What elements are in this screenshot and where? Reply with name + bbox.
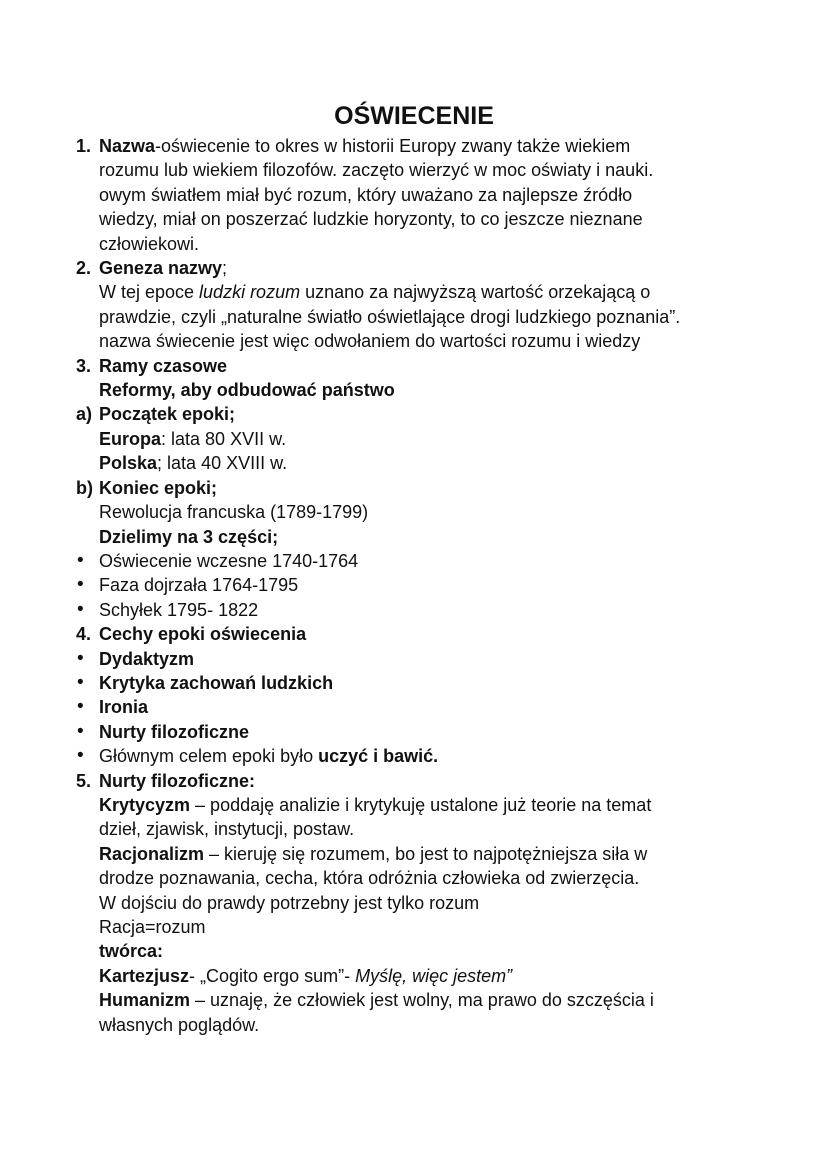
term: Racjonalizm [99,843,205,864]
text-line [76,525,736,549]
document-body [76,134,736,1037]
text-line [76,305,736,329]
text: Głównym celem epoki było [99,746,319,767]
text: prawdzie, czyli „naturalne światło oświetlające drogi ludzkiego poznania”. [99,306,681,327]
list-item [76,549,736,573]
text: – kieruję się rozumem, bo jest to najpotężniejsza siła w [204,843,648,864]
list-item [76,573,736,597]
text-line [76,891,736,915]
bullet-icon: • [77,720,84,742]
text-line [76,451,736,475]
text: nazwa świecenie jest więc odwołaniem do wartości rozumu i wiedzy [99,331,641,352]
bullet-icon: • [77,671,84,693]
text-line [76,427,736,451]
text-line [76,842,736,866]
section-number: 5. [76,770,92,791]
text-line [76,183,736,207]
text: wiedzy, miał on poszerzać ludzkie horyzonty, to co jeszcze nieznane [99,209,643,230]
text-line [76,939,736,963]
list-item [76,695,736,719]
text-line [76,207,736,231]
term: Krytycyzm [99,794,191,815]
bullet-icon: • [77,549,84,571]
page-title: OŚWIECENIE [334,102,494,130]
subtitle: Reformy, aby odbudować państwo [99,380,395,401]
text: Oświecenie wczesne 1740-1764 [99,550,359,571]
section-label: Geneza nazwy [99,258,223,279]
text: – uznaję, że człowiek jest wolny, ma prawo do szczęścia i [190,990,654,1011]
text: uznano za najwyższą wartość orzekającą o [300,282,651,303]
text-line [76,329,736,353]
section-1-line [76,134,736,158]
section-5-line [76,769,736,793]
text: Dydaktyzm [99,648,195,669]
text: własnych poglądów. [99,1014,260,1035]
bullet-icon: • [77,745,84,767]
text: W tej epoce [99,282,200,303]
text: Rewolucja francuska (1789-1799) [99,502,369,523]
text-line [76,915,736,939]
text: Racja=rozum [99,917,206,937]
text-line [76,964,736,988]
text: dzieł, zjawisk, instytucji, postaw. [99,819,355,840]
text-line [76,866,736,890]
bullet-icon: • [77,696,84,718]
text: - „Cogito ergo sum”- [189,965,356,986]
term: uczyć i bawić. [318,746,439,767]
term: Kartezjusz [99,965,190,986]
subsection-label: Koniec epoki; [99,477,218,498]
bullet-icon: • [77,647,84,669]
section-number: 2. [76,258,92,279]
emphasis-text: ludzki rozum [199,282,301,303]
text-line [76,1013,736,1037]
subsection-letter: b) [76,477,93,498]
list-item [76,671,736,695]
text-line [76,500,736,524]
term: Dzielimy na 3 części; [99,526,279,547]
list-item [76,647,736,671]
section-4-line [76,622,736,646]
term: Polska [99,453,158,474]
text-line [76,378,736,402]
section-number: 1. [76,136,92,156]
text-line [76,793,736,817]
text-line [76,158,736,182]
text-line [76,232,736,256]
text: Krytyka zachowań ludzkich [99,672,334,693]
text: Ironia [99,697,149,718]
text: człowiekowi. [99,233,200,254]
text: – poddaję analizie i krytykuję ustalone już teorie na temat [190,794,652,815]
section-3-line [76,354,736,378]
text: drodze poznawania, cecha, która odróżnia człowieka od zwierzęcia. [99,868,640,889]
text: owym światłem miał być rozum, który uważano za najlepsze źródło [99,184,633,205]
section-label: Cechy epoki oświecenia [99,624,307,645]
term: Humanizm [99,990,191,1011]
section-label: Nazwa [99,136,156,156]
text: W dojściu do prawdy potrzebny jest tylko rozum [99,892,480,913]
term: twórca: [99,941,164,962]
term: Europa [99,428,162,449]
bullet-icon: • [77,598,84,620]
subsection-b-line [76,476,736,500]
subsection-label: Początek epoki; [99,404,236,425]
text: Nurty filozoficzne [99,721,250,742]
text-line [76,280,736,304]
text: rozumu lub wiekiem filozofów. zaczęto wierzyć w moc oświaty i nauki. [99,160,654,181]
subsection-a-line [76,402,736,426]
list-item [76,598,736,622]
list-item [76,744,736,768]
section-label: Nurty filozoficzne: [99,770,255,791]
text-line [76,817,736,841]
text: ; lata 40 XVIII w. [157,453,288,474]
section-number: 4. [76,624,92,645]
emphasis-text: Myślę, więc jestem” [355,965,513,986]
section-number: 3. [76,355,92,376]
label-suffix: ; [222,258,228,279]
subsection-letter: a) [76,404,93,425]
text: Schyłek 1795- 1822 [99,599,259,620]
text-line [76,988,736,1012]
text: : lata 80 XVII w. [161,428,287,449]
list-item [76,720,736,744]
section-2-line [76,256,736,280]
bullet-icon: • [77,574,84,596]
text: Faza dojrzała 1764-1795 [99,575,299,596]
section-text: -oświecenie to okres w historii Europy zwany także wiekiem [155,136,631,156]
section-label: Ramy czasowe [99,355,228,376]
